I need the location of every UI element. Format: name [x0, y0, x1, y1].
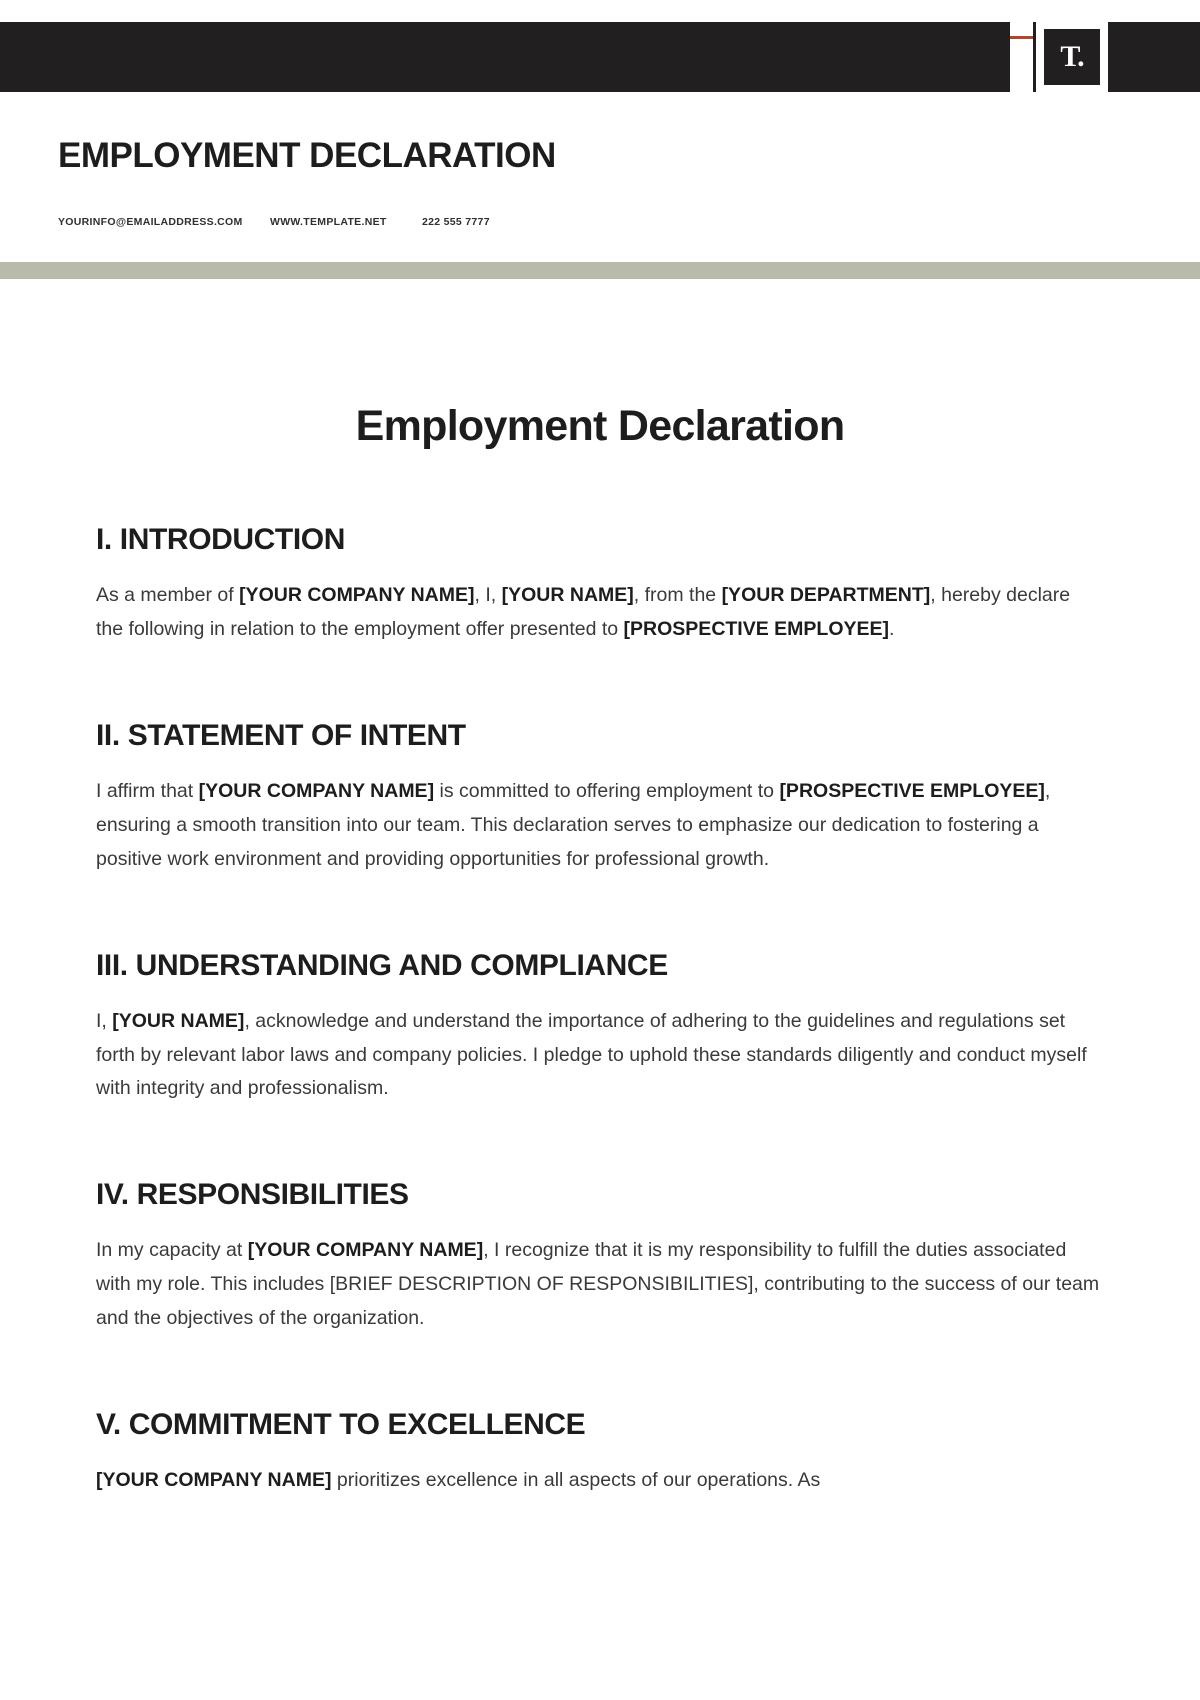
- contact-phone: 222 555 7777: [422, 216, 490, 228]
- section-heading-statement-of-intent: II. STATEMENT OF INTENT: [96, 718, 466, 752]
- contact-website: WWW.TEMPLATE.NET: [270, 216, 387, 228]
- section-heading-responsibilities: IV. RESPONSIBILITIES: [96, 1178, 409, 1212]
- logo-letter: T.: [1060, 40, 1084, 73]
- section-paragraph-commitment-to-excellence: [YOUR COMPANY NAME] prioritizes excellence in all aspects of our operations. As: [96, 1469, 821, 1492]
- section-paragraph-introduction: As a member of [YOUR COMPANY NAME], I, [YOUR NAME], from the [YOUR DEPARTMENT], hereby declare the following in relation to the employment offer presented to [PROSPECTIVE EMPLOYEE].: [96, 584, 1071, 640]
- logo-container: [1036, 22, 1108, 92]
- brand-logo-icon: [1044, 29, 1100, 85]
- letterhead-title: EMPLOYMENT DECLARATION: [58, 136, 556, 175]
- section-paragraph-responsibilities: In my capacity at [YOUR COMPANY NAME], I recognize that it is my responsibility to fulfill the duties associated with my role. This includes [BRIEF DESCRIPTION OF RESPONSIBILITIES], contributing to the success of our team and the objectives of the organization.: [96, 1239, 1100, 1330]
- document-sections: [96, 523, 1105, 1498]
- letterhead-title-block: [0, 94, 1200, 262]
- section-heading-introduction: I. INTRODUCTION: [96, 523, 345, 556]
- header-bar-left: [0, 22, 1010, 92]
- contact-email: YOURINFO@EMAILADDRESS.COM: [58, 216, 243, 228]
- document-body: [0, 402, 1200, 1498]
- document-title: Employment Declaration: [355, 402, 845, 450]
- letterhead-header: [0, 0, 1200, 94]
- contact-row: [58, 216, 618, 228]
- section-heading-understanding-and-compliance: III. UNDERSTANDING AND COMPLIANCE: [96, 948, 668, 982]
- section-paragraph-statement-of-intent: I affirm that [YOUR COMPANY NAME] is committed to offering employment to [PROSPECTIVE EMPLOYEE], ensuring a smooth transition into our team. This declaration serves to emphasize our dedication to fostering a positive work environment and providing opportunities for professional growth.: [96, 779, 1051, 870]
- olive-divider-band: [0, 262, 1200, 279]
- section-heading-commitment-to-excellence: V. COMMITMENT TO EXCELLENCE: [96, 1408, 586, 1442]
- section-paragraph-understanding-and-compliance: I, [YOUR NAME], acknowledge and understand the importance of adhering to the guidelines and regulations set forth by relevant labor laws and company policies. I pledge to uphold these standards diligently and conduct myself with integrity and professionalism.: [96, 1009, 1087, 1100]
